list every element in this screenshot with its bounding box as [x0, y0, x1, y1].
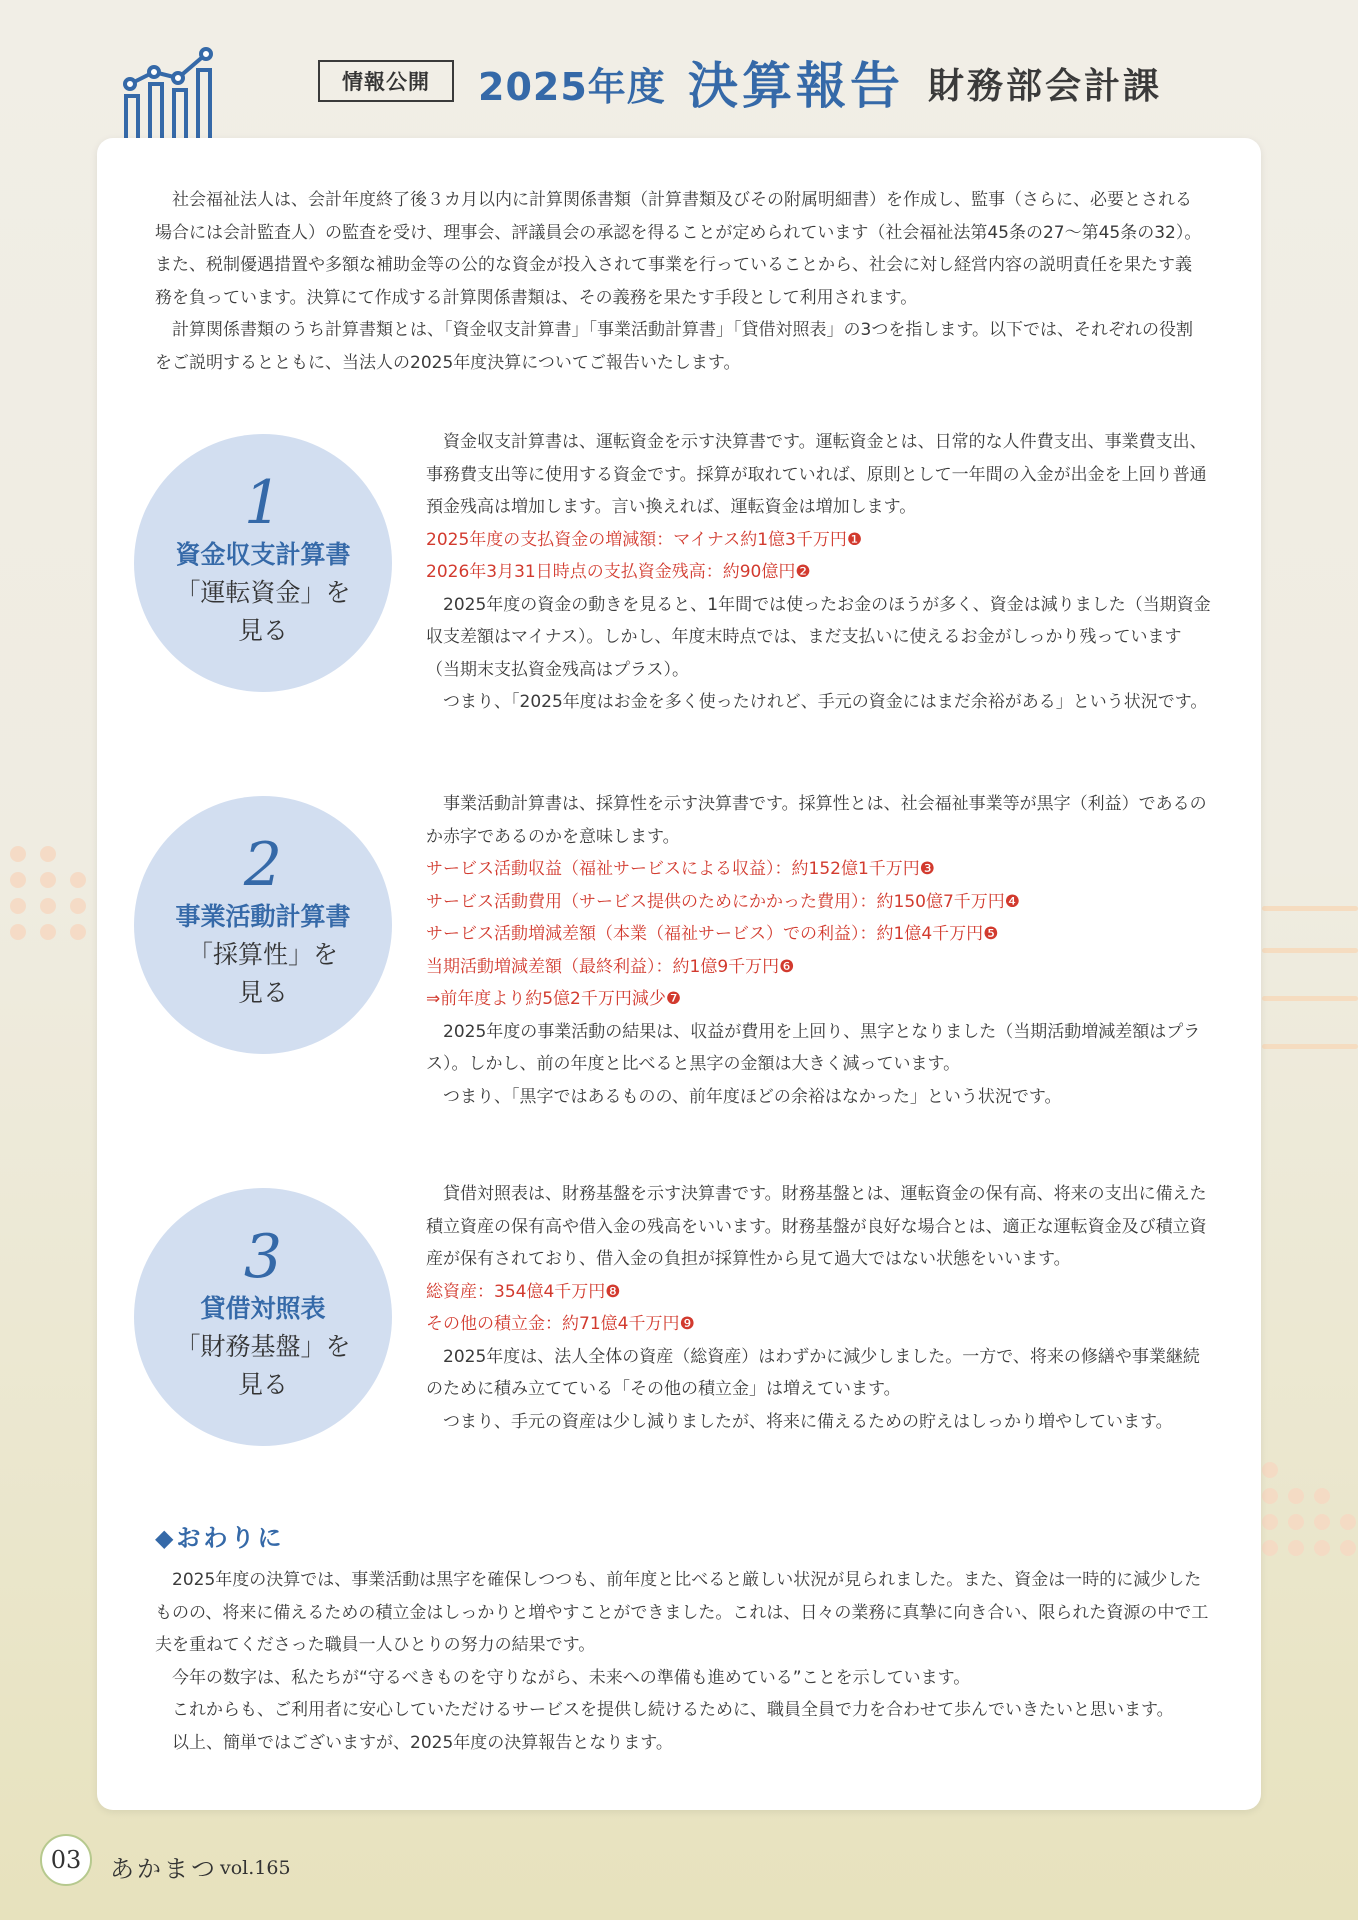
section-see: 見る [237, 978, 288, 1007]
section-1-text [426, 426, 1212, 719]
section-3-badge [134, 1188, 392, 1446]
title-year: 2025年度 [478, 65, 666, 109]
section-paragraph: 2025年度の資金の動きを見ると、1年間では使ったお金のほうが多く、資金は減りました（当期資金収支差額はマイナス）。しかし、年度末時点では、まだ支払いに使えるお金がしっかり残っています（当期末支払資金残高はプラス）。 [426, 594, 1211, 680]
section-paragraph: 2025年度の事業活動の結果は、収益が費用を上回り、黒字となりました（当期活動増減差額はプラス）。しかし、前の年度と比べると黒字の金額は大きく減っています。 [426, 1021, 1201, 1074]
section-highlight: 総資産：354億4千万円❽ [426, 1281, 621, 1302]
section-highlight: サービス活動収益（福祉サービスによる収益）：約152億1千万円❸ [426, 859, 936, 879]
decorative-lines-right [1262, 900, 1358, 1060]
section-3-text [426, 1178, 1212, 1438]
section-highlight: ⇒前年度より約5億2千万円減少❼ [426, 989, 682, 1009]
section-2-text [426, 788, 1212, 1113]
section-name: 貸借対照表 [200, 1294, 326, 1323]
section-number: 1 [243, 468, 283, 538]
section-highlight: 2025年度の支払資金の増減額：マイナス約1億3千万円❶ [426, 529, 863, 550]
section-highlight: 当期活動増減差額（最終利益）：約1億9千万円❻ [426, 956, 795, 977]
section-see: 見る [237, 616, 288, 645]
section-subject: 「運転資金」を [175, 578, 351, 607]
section-2-badge [134, 796, 392, 1054]
section-number: 3 [243, 1222, 283, 1292]
page-title: 決算報告 [688, 57, 904, 115]
section-paragraph: 資金収支計算書は、運転資金を示す決算書です。運転資金とは、日常的な人件費支出、事業費支出、事務費支出等に使用する資金です。採算が取れていれば、原則として一年間の入金が出金を上回り普通預金残高は増加します。言い換えれば、運転資金は増加します。 [426, 432, 1207, 517]
section-name: 事業活動計算書 [175, 902, 351, 931]
magazine-volume: vol.165 [220, 1857, 291, 1879]
section-see: 見る [237, 1370, 288, 1399]
page-number: 03 [40, 1834, 92, 1886]
closing-text [155, 1564, 1215, 1759]
intro-paragraph: 計算関係書類のうち計算書類とは、「資金収支計算書」「事業活動計算書」「貸借対照表」の3つを指します。以下では、それぞれの役割をご説明するとともに、当法人の2025年度決算についてご報告いたします。 [155, 320, 1193, 373]
section-paragraph: つまり、手元の資産は少し減りましたが、将来に備えるための貯えはしっかり増やしています。 [443, 1411, 1173, 1432]
section-highlight: 2026年3月31日時点の支払資金残高：約90億円❷ [426, 562, 811, 582]
section-paragraph: 事業活動計算書は、採算性を示す決算書です。採算性とは、社会福祉事業等が黒字（利益）であるのか赤字であるのかを意味します。 [426, 794, 1207, 847]
info-disclosure-tag: 情報公開 [318, 60, 454, 102]
section-paragraph: 貸借対照表は、財務基盤を示す決算書です。財務基盤とは、運転資金の保有高、将来の支出に備えた積立資産の保有高や借入金の残高をいいます。財務基盤が良好な場合とは、適正な運転資金及び積立資産が保有されており、借入金の負担が採算性から見て過大ではない状態をいいます。 [426, 1184, 1207, 1269]
section-highlight: その他の積立金：約71億4千万円❾ [426, 1314, 695, 1334]
section-number: 2 [243, 830, 283, 900]
section-highlight: サービス活動費用（サービス提供のためにかかった費用）：約150億7千万円❹ [426, 891, 1021, 912]
decorative-dots-right [1262, 1462, 1358, 1582]
closing-paragraph: これからも、ご利用者に安心していただけるサービスを提供し続けるために、職員全員で力を合わせて歩んでいきたいと思います。 [172, 1700, 1174, 1720]
section-paragraph: つまり、「黒字ではあるものの、前年度ほどの余裕はなかった」という状況です。 [443, 1086, 1062, 1107]
line-chart-icon [120, 44, 230, 142]
closing-paragraph: 以上、簡単ではございますが、2025年度の決算報告となります。 [172, 1732, 673, 1753]
department-name: 財務部会計課 [928, 66, 1163, 107]
report-card [97, 138, 1261, 1810]
section-subject: 「採算性」を [187, 940, 338, 969]
page-header [0, 0, 1358, 140]
closing-paragraph: 今年の数字は、私たちが“守るべきものを守りながら、未来への準備も進めている”ことを示しています。 [172, 1667, 971, 1688]
section-paragraph: 2025年度は、法人全体の資産（総資産）はわずかに減少しました。一方で、将来の修繕や事業継続のために積み立てている「その他の積立金」は増えています。 [426, 1346, 1200, 1399]
magazine-name: あかまつ [110, 1855, 218, 1883]
section-highlight: サービス活動増減差額（本業（福祉サービス）での利益）：約1億4千万円❺ [426, 924, 999, 944]
section-1-badge [134, 434, 392, 692]
intro-paragraph: 社会福祉法人は、会計年度終了後３カ月以内に計算関係書類（計算書類及びその附属明細書）を作成し、監事（さらに、必要とされる場合には会計監査人）の監査を受け、理事会、評議員会の承認を得ることが定められています（社会福祉法第45条の27〜第45条の32）。また、税制優遇措置や多額な補助金等の公的な資金が投入されて事業を行っていることから、社会に対し経営内容の説明責任を果たす義務を負っています。決算にて作成する計算関係書類は、その義務を果たす手段として利用されます。 [155, 190, 1202, 308]
decorative-dots-left [10, 846, 90, 966]
section-subject: 「財務基盤」を [175, 1332, 351, 1361]
closing-paragraph: 2025年度の決算では、事業活動は黒字を確保しつつも、前年度と比べると厳しい状況が見られました。また、資金は一時的に減少したものの、将来に備えるための積立金はしっかりと増やすことができました。これは、日々の業務に真摯に向き合い、限られた資源の中で工夫を重ねてくださった職員一人ひとりの努力の結果です。 [155, 1570, 1209, 1655]
section-paragraph: つまり、「2025年度はお金を多く使ったけれど、手元の資金にはまだ余裕がある」という状況です。 [443, 692, 1208, 712]
section-name: 資金収支計算書 [175, 540, 351, 569]
closing-heading: ◆おわりに [155, 1524, 285, 1552]
intro-text [155, 184, 1205, 379]
